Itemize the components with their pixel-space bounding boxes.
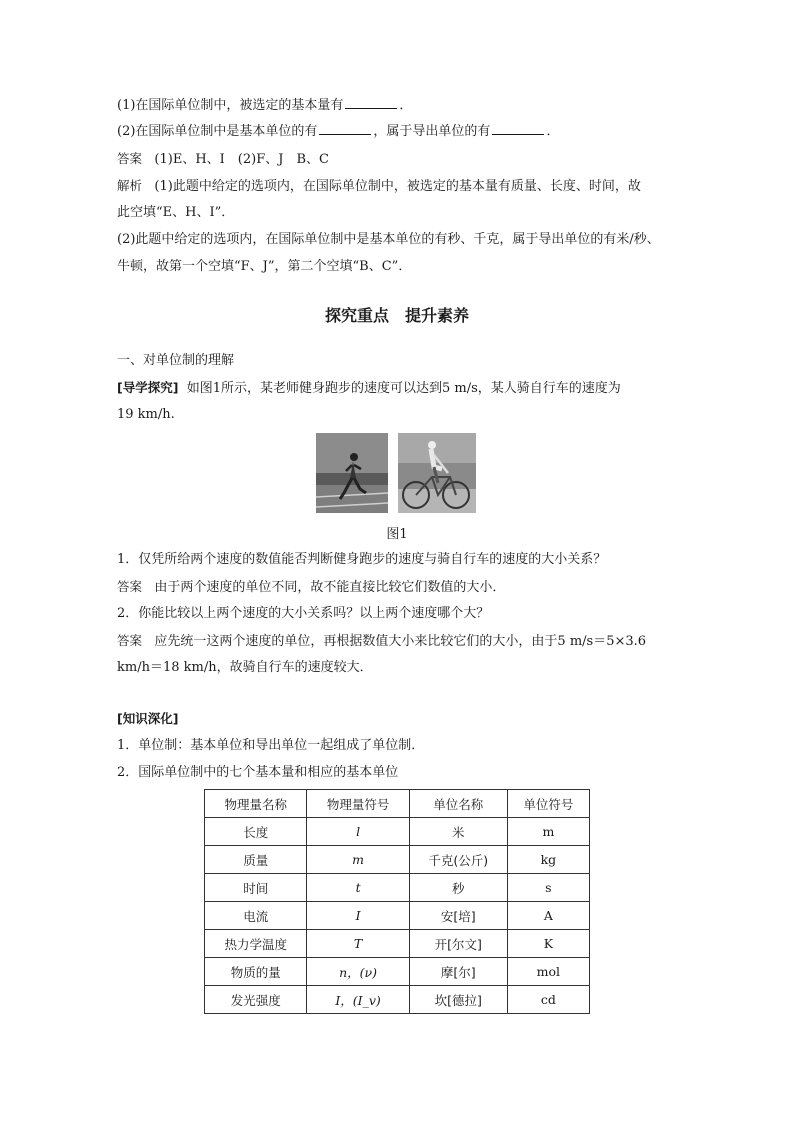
figure-caption: 图1: [386, 527, 408, 542]
question-1-end: ．: [399, 98, 413, 113]
table-cell: 电流: [205, 902, 307, 930]
knowledge-item-2: 2．国际单位制中的七个基本量和相应的基本单位: [117, 765, 399, 780]
question-1-line: [117, 96, 412, 116]
question-2-mid: ，属于导出单位的有: [373, 124, 491, 139]
answer-blank-3: [492, 122, 544, 135]
question-1-text: (1)在国际单位制中，被选定的基本量有: [117, 98, 344, 113]
table-cell: 安[培]: [409, 902, 507, 930]
table-cell: cd: [507, 986, 589, 1014]
answer-blank-1: [345, 96, 397, 109]
table-cell: 时间: [205, 874, 307, 902]
table-header-cell: 单位名称: [409, 790, 507, 818]
table-cell: m: [307, 846, 409, 874]
table-row: [205, 846, 590, 874]
table-cell: 千克(公斤): [409, 846, 507, 874]
knowledge-item-1: 1．单位制：基本单位和导出单位一起组成了单位制．: [117, 738, 425, 753]
table-cell: 热力学温度: [205, 930, 307, 958]
analysis-text-1: (1)此题中给定的选项内，在国际单位制中，被选定的基本量有质量、长度、时间，故: [154, 179, 641, 194]
table-cell: 发光强度: [205, 986, 307, 1014]
table-header-cell: 物理量名称: [205, 790, 307, 818]
analysis-line-4: 牛顿，故第一个空填“F、J”，第二个空填“B、C”．: [117, 259, 412, 274]
table-cell: I，(I_v): [307, 986, 409, 1014]
answer-label-3: 答案: [117, 633, 143, 648]
answer-blank-2: [319, 122, 371, 135]
knowledge-label: [知识深化]: [117, 711, 179, 726]
guide-line-1: [117, 378, 621, 399]
table-header-cell: 单位符号: [507, 790, 589, 818]
table-cell: I: [307, 902, 409, 930]
question-line-1: 1．仅凭所给两个速度的数值能否判断健身跑步的速度与骑自行车的速度的大小关系？: [117, 552, 607, 567]
figure-1: [316, 433, 476, 513]
table-cell: A: [507, 902, 589, 930]
analysis-line-2: 此空填“E、H、I”．: [117, 205, 235, 220]
table-cell: 物质的量: [205, 958, 307, 986]
table-cell: 坎[德拉]: [409, 986, 507, 1014]
table-cell: s: [507, 874, 589, 902]
guide-text-1: 如图1所示，某老师健身跑步的速度可以达到5 m/s，某人骑自行车的速度为: [186, 381, 621, 396]
question-line-2: 2．你能比较以上两个速度的大小关系吗？以上两个速度哪个大？: [117, 606, 490, 621]
subsection-title: 一、对单位制的理解: [117, 353, 235, 368]
table-row: [205, 986, 590, 1014]
table-cell: n，(ν): [307, 958, 409, 986]
answer-label: 答案: [117, 151, 143, 166]
answer-text-2: 由于两个速度的单位不同，故不能直接比较它们数值的大小．: [154, 580, 506, 595]
runner-photo: [316, 433, 388, 513]
guide-label: [导学探究]: [117, 380, 179, 395]
table-row: [205, 958, 590, 986]
table-row: [205, 818, 590, 846]
table-cell: 摩[尔]: [409, 958, 507, 986]
answer-line-4: km/h＝18 km/h，故骑自行车的速度较大．: [117, 660, 373, 675]
table-cell: kg: [507, 846, 589, 874]
cyclist-photo: [398, 433, 476, 513]
guide-line-2: 19 km/h.: [117, 407, 175, 422]
answer-line-2: [117, 577, 505, 598]
table-row: [205, 930, 590, 958]
table-cell: 开[尔文]: [409, 930, 507, 958]
si-units-table: [204, 789, 590, 1014]
table-cell: t: [307, 874, 409, 902]
analysis-line-3: (2)此题中给定的选项内，在国际单位制中是基本单位的有秒、千克，属于导出单位的有米/秒、: [117, 232, 660, 247]
question-2-text: (2)在国际单位制中是基本单位的有: [117, 124, 318, 139]
answer-line-1: [117, 149, 329, 170]
analysis-line-1: [117, 176, 641, 197]
table-cell: K: [507, 930, 589, 958]
table-row: [205, 902, 590, 930]
answer-line-3: [117, 631, 646, 652]
question-2-line: [117, 122, 559, 142]
table-cell: mol: [507, 958, 589, 986]
section-title: 探究重点 提升素养: [324, 306, 469, 325]
table-header-row: [205, 790, 590, 818]
answer-label-2: 答案: [117, 579, 143, 594]
question-2-end: ．: [546, 124, 560, 139]
table-cell: T: [307, 930, 409, 958]
answer-text-3: 应先统一这两个速度的单位，再根据数值大小来比较它们的大小，由于5 m/s＝5×3.6: [154, 634, 647, 649]
table-cell: 质量: [205, 846, 307, 874]
table-cell: l: [307, 818, 409, 846]
answer-text: (1)E、H、I (2)F、J B、C: [154, 152, 329, 167]
table-cell: 秒: [409, 874, 507, 902]
table-cell: 长度: [205, 818, 307, 846]
table-header-cell: 物理量符号: [307, 790, 409, 818]
table-cell: 米: [409, 818, 507, 846]
table-row: [205, 874, 590, 902]
table-cell: m: [507, 818, 589, 846]
analysis-label: 解析: [117, 178, 143, 193]
